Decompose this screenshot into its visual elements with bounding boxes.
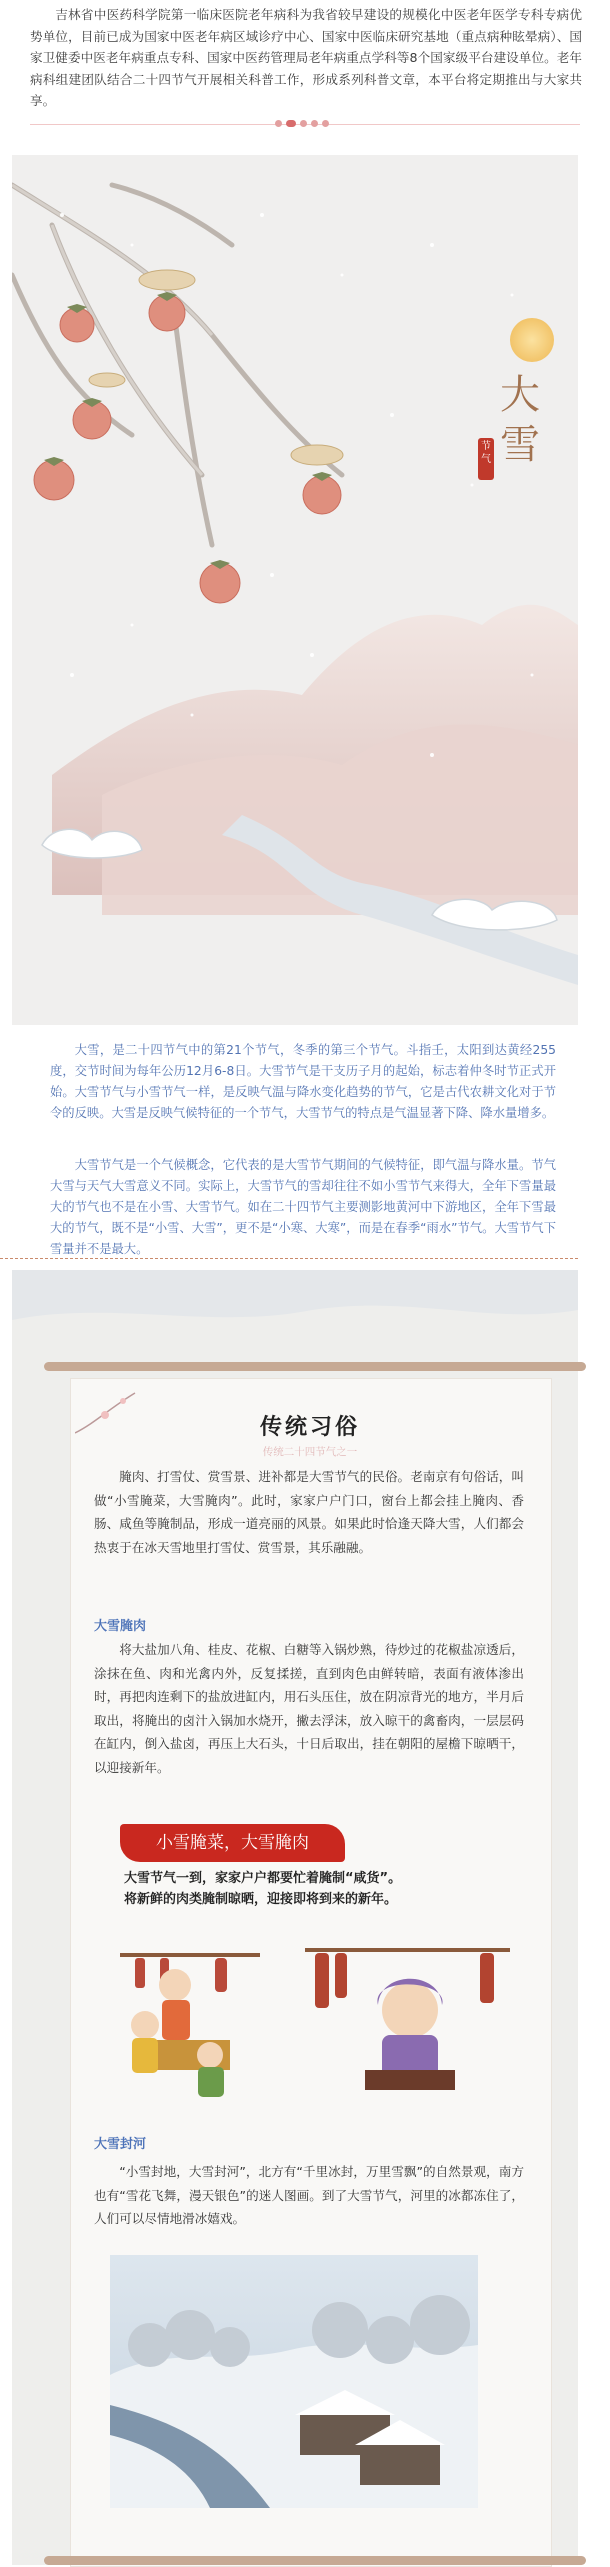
- heading-river-freeze: 大雪封河: [94, 2137, 147, 2152]
- snowy-river-photo: [110, 2255, 478, 2508]
- scroll-rod-top: [44, 1362, 586, 1371]
- scroll-rod-bottom: [44, 2556, 586, 2565]
- river-freeze-paragraph: “小雪封地，大雪封河”，北方有“千里冰封，万里雪飘”的自然景观，南方也有“雪花飞舞，漫天银色”的迷人图画。到了大雪节气，河里的冰都冻住了，人们可以尽情地滑冰嬉戏。: [94, 2164, 524, 2226]
- bold-note-line-2: 将新鲜的肉类腌制晾晒，迎接即将到来的新年。: [124, 1892, 398, 1907]
- hero-title: [481, 370, 550, 470]
- divider-dots: [275, 120, 329, 127]
- red-seal: 节气: [478, 438, 494, 480]
- hero-illustration: [12, 155, 578, 1025]
- heading-cured-meat: 大雪腌肉: [94, 1619, 147, 1634]
- title-char-2: 雪: [500, 422, 540, 468]
- cured-meat-paragraph: 将大盐加八角、桂皮、花椒、白糖等入锅炒熟，待炒过的花椒盐凉透后，涂抹在鱼、肉和光禽内外，反复揉搓，直到肉色由鲜转暗，表面有液体渗出时，再把肉连剩下的盐放进缸内，用石头压住，放在阴凉背光的地方，半月后取出，将腌出的卤汁入锅加水烧开，撇去浮沫，放入晾干的禽畜肉，一层层码在缸内，倒入盐卤，再压上大石头，十日后取出，挂在朝阳的屋檐下晾晒干，以迎接新年。: [94, 1642, 524, 1775]
- dashed-divider: [0, 1258, 578, 1259]
- section-title: 传统习俗: [259, 1415, 360, 1440]
- snow-top-decor: [12, 1270, 578, 1390]
- curing-meat-illustration: [120, 1920, 510, 2110]
- intro-blue-paragraph-2: 大雪节气是一个气候概念，它代表的是大雪节气期间的气候特征，即气温与降水量。节气大雪与天气大雪意义不同。实际上，大雪节气的雪却往往不如小雪节气来得大，全年下雪量最大的节气也不是在小雪、大雪节气。如在二十四节气主要测影地黄河中下游地区，全年下雪最大的节气，既不是“小雪、大雪”，更不是“小寒、大寒”，而是在春季“雨水”节气。大雪节气下雪量并不是最大。: [50, 1158, 556, 1256]
- bold-note-line-1: 大雪节气一到，家家户户都要忙着腌制“咸货”。: [124, 1871, 402, 1886]
- customs-paragraph: 腌肉、打雪仗、赏雪景、进补都是大雪节气的民俗。老南京有句俗话，叫做“小雪腌菜，大雪腌肉”。此时，家家户户门口，窗台上都会挂上腌肉、香肠、咸鱼等腌制品，形成一道亮丽的风景。如果此时恰逢天降大雪，人们都会热衷于在冰天雪地里打雪仗、赏雪景，其乐融融。: [94, 1469, 524, 1555]
- title-char-1: 大: [500, 372, 540, 418]
- winter-landscape-illustration: [12, 155, 578, 1025]
- intro-blue-paragraph-1: 大雪，是二十四节气中的第21个节气，冬季的第三个节气。斗指壬，太阳到达黄经255度，交节时间为每年公历12月6-8日。大雪节气是干支历子月的起始，标志着仲冬时节正式开始。大雪节气与小雪节气一样，是反映气温与降水变化趋势的节气，它是古代农耕文化对于节令的反映。大雪是反映气候特征的一个节气，大雪节气的特点是气温显著下降、降水量增多。: [50, 1043, 556, 1120]
- red-banner: 小雪腌菜，大雪腌肉: [120, 1824, 345, 1862]
- section-subtitle: 传统二十四节气之一: [262, 1446, 358, 1458]
- intro-paragraph: 吉林省中医药科学院第一临床医院老年病科为我省较早建设的规模化中医老年医学专科专病优势单位，目前已成为国家中医老年病区域诊疗中心、国家中医临床研究基地（重点病种眩晕病）、国家卫健委中医老年病重点专科、国家中医药管理局老年病重点学科等8个国家级平台建设单位。老年病科组建团队结合二十四节气开展相关科普工作，形成系列科普文章，本平台将定期推出与大家共享。: [30, 7, 582, 108]
- bold-note: [124, 1868, 524, 1910]
